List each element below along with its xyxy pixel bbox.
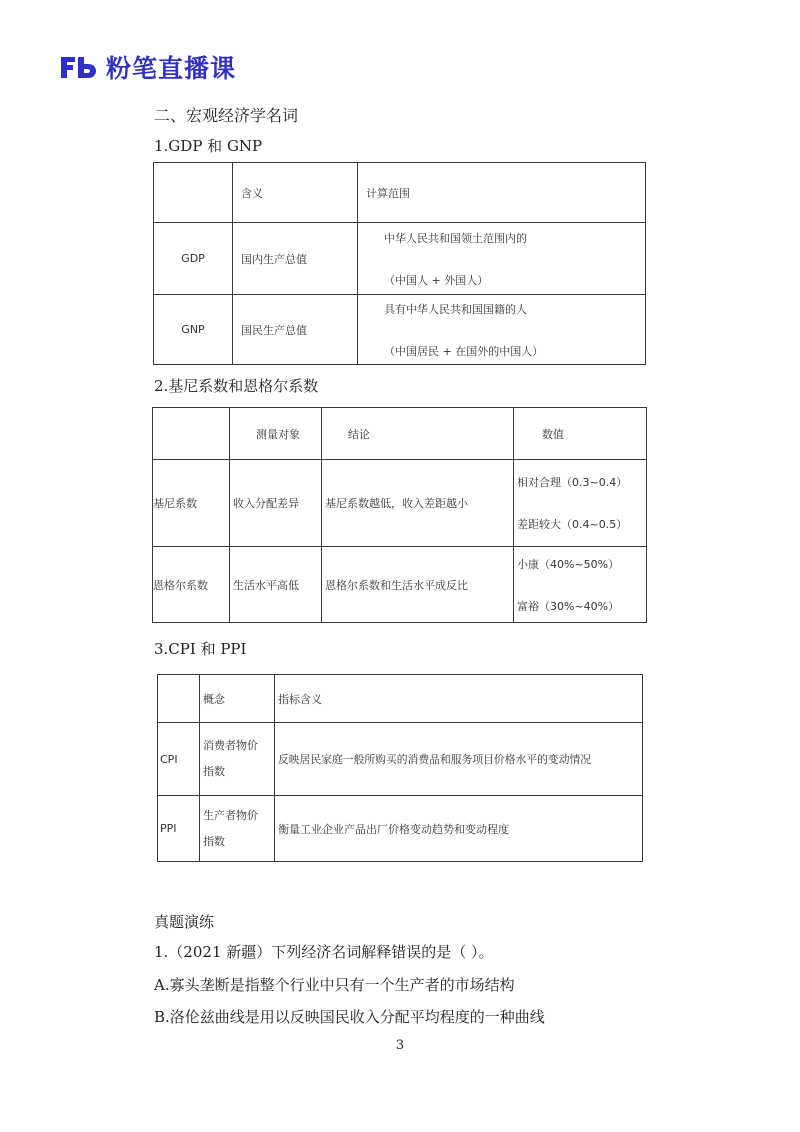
header-cell: 指标含义: [275, 675, 643, 723]
value-line: 富裕（30%~40%）: [517, 599, 620, 613]
row-name: GDP: [154, 223, 233, 295]
header-cell: 测量对象: [230, 408, 322, 460]
value-line: 相对合理（0.3~0.4）: [517, 476, 628, 489]
row-name: 恩格尔系数: [153, 547, 230, 623]
row-name: GNP: [154, 295, 233, 365]
row-object: 生活水平高低: [230, 547, 322, 623]
header-cell: 计算范围: [358, 163, 646, 223]
row-concept: [200, 723, 275, 796]
row-meaning: 国民生产总值: [233, 295, 358, 365]
row-name: 基尼系数: [153, 460, 230, 547]
exercise-title: 真题演练: [154, 913, 215, 931]
row-scope: [358, 295, 646, 365]
table-row: [154, 295, 646, 365]
gdp-gnp-table: [153, 162, 646, 365]
scope-line: 具有中华人民共和国国籍的人: [384, 302, 527, 316]
row-conclusion: 恩格尔系数和生活水平成反比: [322, 547, 514, 623]
row-object: 收入分配差异: [230, 460, 322, 547]
scope-line: （中国人 + 外国人）: [384, 273, 489, 287]
header-cell: 数值: [514, 408, 647, 460]
header-cell: 概念: [200, 675, 275, 723]
subsection-title-gini-engel: 2.基尼系数和恩格尔系数: [154, 377, 319, 395]
row-name: PPI: [158, 796, 200, 862]
row-values: [514, 460, 647, 547]
table-header-row: [153, 408, 647, 460]
concept-line: 指数: [203, 765, 225, 778]
gini-engel-table: [152, 407, 647, 623]
row-scope: [358, 223, 646, 295]
row-concept: [200, 796, 275, 862]
scope-line: 中华人民共和国领土范围内的: [384, 231, 527, 245]
table-header-row: [154, 163, 646, 223]
subsection-title-cpi-ppi: 3.CPI 和 PPI: [154, 640, 247, 658]
table-row: [158, 723, 643, 796]
option-b: B.洛伦兹曲线是用以反映国民收入分配平均程度的一种曲线: [154, 1008, 545, 1026]
section-title: 二、宏观经济学名词: [154, 106, 299, 125]
row-meaning: 国内生产总值: [233, 223, 358, 295]
table-row: [158, 796, 643, 862]
header-cell: 含义: [233, 163, 358, 223]
table-row: [153, 460, 647, 547]
row-name: CPI: [158, 723, 200, 796]
table-header-row: [158, 675, 643, 723]
value-line: 小康（40%~50%）: [517, 557, 620, 571]
row-meaning: 衡量工业企业产品出厂价格变动趋势和变动程度: [275, 796, 643, 862]
concept-line: 生产者物价: [203, 808, 258, 822]
row-meaning: 反映居民家庭一般所购买的消费品和服务项目价格水平的变动情况: [275, 723, 643, 796]
scope-line: （中国居民 + 在国外的中国人）: [384, 344, 544, 358]
table-row: [154, 223, 646, 295]
value-line: 差距较大（0.4~0.5）: [517, 518, 628, 531]
header-cell: 结论: [322, 408, 514, 460]
page-number: 3: [395, 1038, 405, 1053]
fb-logo-icon: [58, 53, 98, 81]
cpi-ppi-table: [157, 674, 643, 862]
header-cell: [158, 675, 200, 723]
option-a: A.寡头垄断是指整个行业中只有一个生产者的市场结构: [154, 976, 515, 994]
table-row: [153, 547, 647, 623]
brand-logo: [58, 50, 236, 84]
subsection-title-gdp-gnp: 1.GDP 和 GNP: [154, 137, 263, 155]
row-values: [514, 547, 647, 623]
header-cell: [153, 408, 230, 460]
concept-line: 指数: [203, 834, 225, 848]
question-text: 1.（2021 新疆）下列经济名词解释错误的是（ ）。: [154, 943, 494, 961]
header-cell: [154, 163, 233, 223]
brand-name: 粉笔直播课: [106, 54, 237, 83]
row-conclusion: 基尼系数越低，收入差距越小: [322, 460, 514, 547]
concept-line: 消费者物价: [203, 739, 258, 752]
